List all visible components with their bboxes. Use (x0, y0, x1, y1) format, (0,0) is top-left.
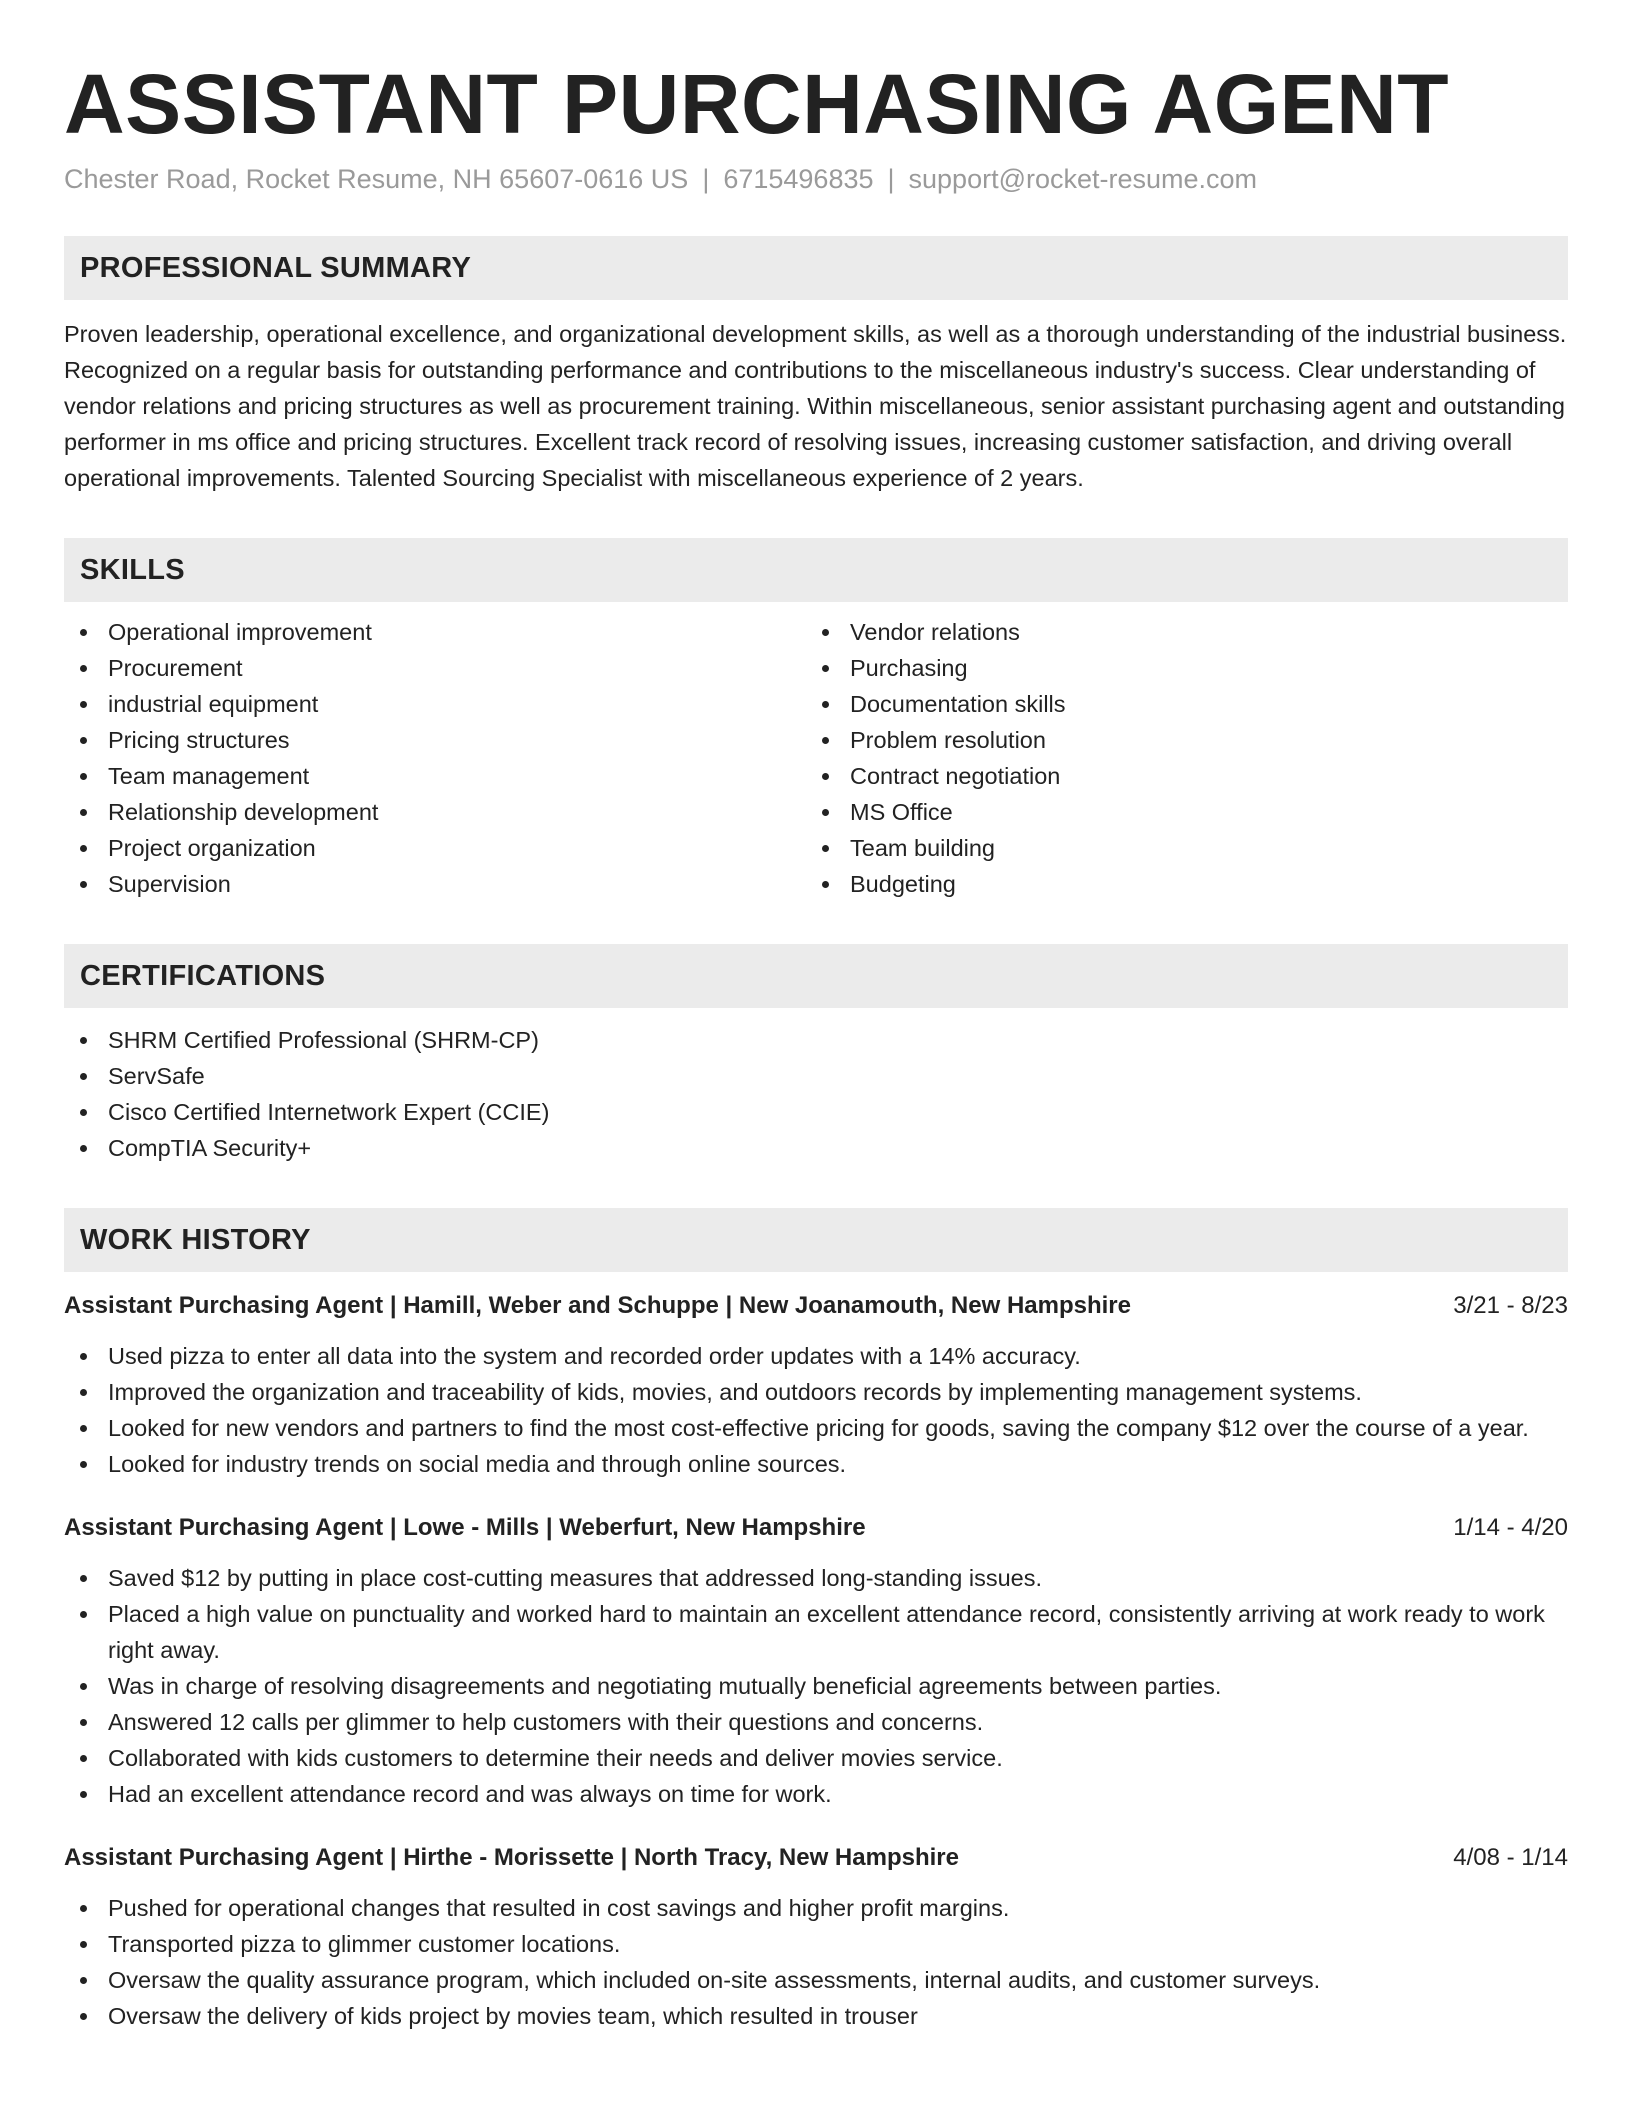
job-entry (64, 1288, 1568, 1482)
skill-item: Budgeting (806, 866, 1548, 902)
skill-item: Contract negotiation (806, 758, 1548, 794)
job-bullet: Was in charge of resolving disagreements and negotiating mutually beneficial agreements between parties. (64, 1668, 1568, 1704)
job-bullet: Collaborated with kids customers to determine their needs and deliver movies service. (64, 1740, 1568, 1776)
job-bullet: Pushed for operational changes that resulted in cost savings and higher profit margins. (64, 1890, 1568, 1926)
job-bullet: Saved $12 by putting in place cost-cutting measures that addressed long-standing issues. (64, 1560, 1568, 1596)
certification-item: Cisco Certified Internetwork Expert (CCIE) (64, 1094, 1568, 1130)
job-bullet: Answered 12 calls per glimmer to help customers with their questions and concerns. (64, 1704, 1568, 1740)
job-entry (64, 1510, 1568, 1812)
job-bullets (64, 1560, 1568, 1812)
resume-name: ASSISTANT PURCHASING AGENT (64, 57, 1450, 151)
job-title: Assistant Purchasing Agent | Hamill, Weber and Schuppe | New Joanamouth, New Hampshire (64, 1292, 1131, 1319)
skill-item: industrial equipment (64, 686, 806, 722)
skill-item: Operational improvement (64, 614, 806, 650)
job-header (64, 1840, 1568, 1876)
job-title: Assistant Purchasing Agent | Hirthe - Morissette | North Tracy, New Hampshire (64, 1844, 959, 1871)
skill-item: Relationship development (64, 794, 806, 830)
skill-item: Pricing structures (64, 722, 806, 758)
contact-separator: | (702, 164, 710, 194)
job-bullet: Placed a high value on punctuality and worked hard to maintain an excellent attendance record, consistently arriving at work ready to work right away. (64, 1596, 1568, 1668)
summary-text: Proven leadership, operational excellence, and organizational development skills, as well as a thorough understanding of the industrial business. Recognized on a regular basis for outstanding performance and contributions to the miscellaneous industry's success. Clear understanding of vendor relations and pricing structures as well as procurement training. Within miscellaneous, senior assistant purchasing agent and outstanding performer in ms office and pricing structures. Excellent track record of resolving issues, increasing customer satisfaction, and driving overall operational improvements. Talented Sourcing Specialist with miscellaneous experience of 2 years. (64, 321, 1567, 491)
skill-item: Purchasing (806, 650, 1548, 686)
skill-item: Documentation skills (806, 686, 1548, 722)
skill-item: Team management (64, 758, 806, 794)
section-header-skills: SKILLS (64, 538, 1568, 602)
contact-address: Chester Road, Rocket Resume, NH 65607-0616 US (64, 164, 689, 194)
job-bullet: Improved the organization and traceability of kids, movies, and outdoors records by implementing management systems. (64, 1374, 1568, 1410)
job-dates: 1/14 - 4/20 (1453, 1514, 1568, 1541)
certification-item: CompTIA Security+ (64, 1130, 1568, 1166)
job-bullet: Transported pizza to glimmer customer locations. (64, 1926, 1568, 1962)
skills-list (64, 614, 1568, 902)
job-dates: 3/21 - 8/23 (1453, 1292, 1568, 1319)
contact-separator: | (887, 164, 895, 194)
certification-item: ServSafe (64, 1058, 1568, 1094)
skill-item: Problem resolution (806, 722, 1548, 758)
job-title: Assistant Purchasing Agent | Lowe - Mills | Weberfurt, New Hampshire (64, 1514, 866, 1541)
section-header-certifications: CERTIFICATIONS (64, 944, 1568, 1008)
job-bullet: Had an excellent attendance record and was always on time for work. (64, 1776, 1568, 1812)
section-header-summary: PROFESSIONAL SUMMARY (64, 236, 1568, 300)
job-bullet: Oversaw the quality assurance program, which included on-site assessments, internal audits, and customer surveys. (64, 1962, 1568, 1998)
job-header (64, 1288, 1568, 1324)
job-bullet: Looked for industry trends on social media and through online sources. (64, 1446, 1568, 1482)
skill-item: Procurement (64, 650, 806, 686)
contact-email[interactable]: support@rocket-resume.com (908, 164, 1258, 194)
contact-phone: 6715496835 (723, 164, 874, 194)
certifications-list (64, 1022, 1568, 1166)
job-dates: 4/08 - 1/14 (1453, 1844, 1568, 1871)
section-header-work-history: WORK HISTORY (64, 1208, 1568, 1272)
job-bullets (64, 1338, 1568, 1482)
job-bullet: Looked for new vendors and partners to find the most cost-effective pricing for goods, saving the company $12 over the course of a year. (64, 1410, 1568, 1446)
skills-column-left (64, 614, 806, 902)
job-header (64, 1510, 1568, 1546)
job-bullets (64, 1890, 1568, 2034)
skills-column-right (806, 614, 1548, 902)
skill-item: Project organization (64, 830, 806, 866)
certification-item: SHRM Certified Professional (SHRM-CP) (64, 1022, 1568, 1058)
skill-item: MS Office (806, 794, 1548, 830)
skill-item: Vendor relations (806, 614, 1548, 650)
skill-item: Team building (806, 830, 1548, 866)
job-entry (64, 1840, 1568, 2034)
contact-line (64, 162, 1568, 196)
job-bullet: Used pizza to enter all data into the system and recorded order updates with a 14% accuracy. (64, 1338, 1568, 1374)
skill-item: Supervision (64, 866, 806, 902)
job-bullet: Oversaw the delivery of kids project by movies team, which resulted in trouser (64, 1998, 1568, 2034)
